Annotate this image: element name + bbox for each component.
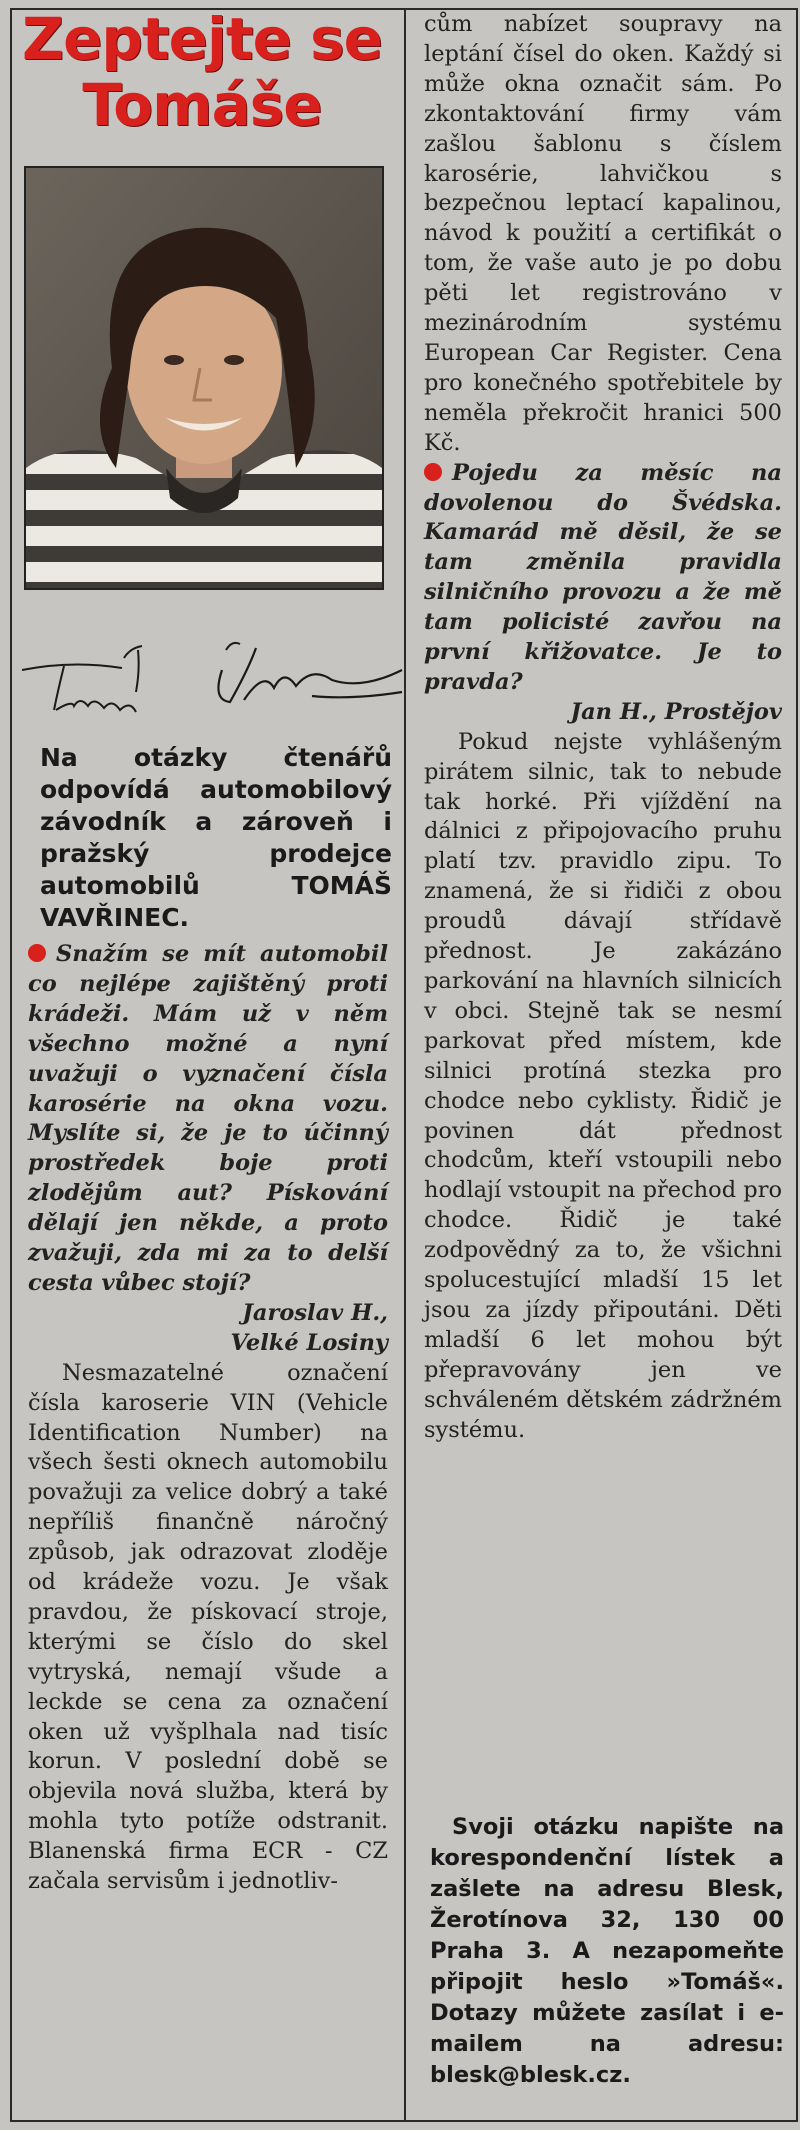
question-1 — [28, 940, 388, 1299]
column-divider — [404, 8, 406, 2122]
signature — [12, 630, 407, 730]
intro-text: Na otázky čtenářů odpovídá automobilový závodník a zároveň i pražský prodejce automobilů TOMÁŠ VAVŘINEC. — [40, 743, 392, 932]
question-2-author: Jan H., Prostějov — [570, 698, 782, 725]
contact-text: Svoji otázku napište na korespondenční lístek a zašlete na adresu Blesk, Žerotínova 32, 130 00 Praha 3. A nezapomeňte připojit heslo »Tomáš«. Dotazy můžete zasílat i e-mailem na adresu: blesk@blesk.cz. — [430, 1814, 784, 2088]
bullet-dot-icon — [28, 944, 46, 962]
question-2 — [424, 459, 782, 698]
left-column — [28, 940, 388, 1897]
column-title — [22, 6, 382, 138]
answer-1-part-1: Nesmazatelné označení čísla karoserie VIN (Vehicle Identification Number) na všech šesti oknech automobilu považuji za velice dobrý a také nepříliš finančně náročný způsob, jak odrazovat zloděje od krádeže vozu. Je však pravdou, že pískovací stroje, kterými se číslo do skel vytryská, nemají všude a leckde se cena za označení oken už vyšplhala nad tisíc korun. V poslední době se objevila nová služba, která by mohla tyto potíže odstranit. Blanenská firma ECR - CZ začala servisům i jednotliv- — [28, 1359, 388, 1895]
question-1-town: Velké Losiny — [230, 1329, 388, 1356]
title-line-2: Tomáše — [82, 71, 322, 139]
answer-2: Pokud nejste vyhlášeným pirátem silnic, tak to nebude tak horké. Při vjíždění na dálnici z připojovacího pruhu platí tzv. pravidlo zipu. To znamená, že si řidiči z obou proudů dávají střídavě přednost. Je zakázáno parkování na hlavních silnicích v obci. Stejně tak se nesmí parkovat před místem, kde silnici protíná stezka pro chodce nebo cyklisty. Řidič je povinen dát přednost chodcům, kteří vstoupili nebo hodlají vstoupit na přechod pro chodce. Řidič je také zodpovědný za to, že všichni spolucestující mladší 15 let jsou za jízdy připoutáni. Děti mladší 6 let mohou být přepravovány jen ve schváleném dětském zádržném systému. — [424, 728, 782, 1443]
title-line-1: Zeptejte se — [22, 5, 382, 73]
question-1-text: Snažím se mít automobil co nejlépe zajištěný proti krádeži. Mám už v něm všechno možné a nyní uvažuji o vyznačení čísla karosérie na okna vozu. Myslíte si, že je to účinný prostředek boje proti zlodějům aut? Pískování dělají jen někde, a proto zvažuji, zda mi za to delší cesta vůbec stojí? — [28, 941, 388, 1296]
question-1-author: Jaroslav H., — [242, 1299, 388, 1326]
right-column — [424, 10, 782, 1446]
bullet-dot-icon — [424, 463, 442, 481]
answer-1-part-2: cům nabízet soupravy na leptání čísel do oken. Každý si může okna označit sám. Po zkontaktování firmy vám zašlou šablonu s číslem karosérie, lahvičkou s bezpečnou leptací kapalinou, návod k použití a certifikát o tom, že vaše auto je po dobu pěti let registrováno v mezinárodním systému European Car Register. Cena pro konečného spotřebitele by neměla překročit hranici 500 Kč. — [424, 11, 782, 456]
author-photo — [24, 166, 384, 590]
question-2-text: Pojedu za měsíc na dovolenou do Švédska. Kamarád mě děsil, že se tam změnila pravidla silničního provozu a že mě tam policisté zavřou na první křižovatce. Je to pravda? — [424, 459, 782, 695]
portrait-image — [26, 168, 382, 588]
contact-instructions — [430, 1812, 784, 2091]
